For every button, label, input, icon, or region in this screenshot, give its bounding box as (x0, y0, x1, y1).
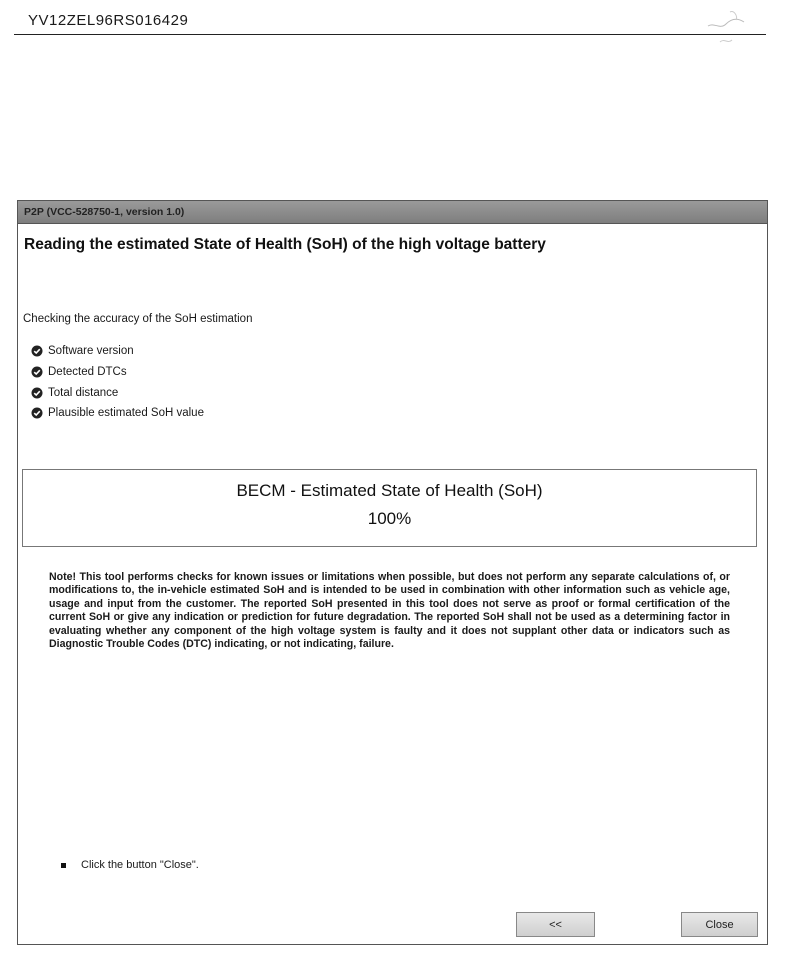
soh-value: 100% (367, 509, 412, 528)
check-label: Plausible estimated SoH value (48, 407, 204, 420)
disclaimer-note: Note! This tool performs checks for known issues or limitations when possible, but does not perform any separate calculations of, or modifications to, the in-vehicle estimated SoH and is intended to be used in combination with other information such as vehicle age, usage and input from the customer. The reported SoH presented in this tool does not serve as proof or formal certification of the current SoH or give any indication or prediction for future degradation. The reported SoH shall not be used as a determining factor in evaluating whether any component of the high voltage system is faulty and it does not supplant other data or indicators such as Diagnostic Trouble Codes (DTC) indicating, or not indicating, failure. (49, 571, 730, 651)
list-item (31, 341, 204, 362)
check-circle-icon (31, 366, 43, 378)
check-circle-icon (31, 407, 43, 419)
p2p-dialog (17, 200, 768, 945)
handwritten-mark-icon (700, 4, 760, 50)
list-item (31, 403, 204, 424)
bullet-icon (61, 863, 66, 868)
list-item (31, 362, 204, 383)
soh-title: BECM - Estimated State of Health (SoH) (236, 481, 543, 500)
soh-result-panel (22, 469, 757, 547)
check-section-title: Checking the accuracy of the SoH estimation (23, 313, 253, 325)
check-label: Total distance (48, 386, 119, 399)
window-titlebar: P2P (VCC-528750-1, version 1.0) (18, 201, 767, 224)
back-button[interactable]: << (516, 912, 595, 937)
check-label: Software version (48, 345, 134, 358)
header-divider (14, 34, 766, 35)
instruction-text: Click the button "Close". (81, 859, 199, 871)
instruction (61, 859, 199, 871)
vin-number: YV12ZEL96RS016429 (28, 12, 189, 29)
page-title: Reading the estimated State of Health (SoH) of the high voltage battery (24, 236, 546, 253)
check-list (31, 341, 204, 424)
check-circle-icon (31, 345, 43, 357)
check-circle-icon (31, 387, 43, 399)
check-label: Detected DTCs (48, 366, 127, 379)
close-button[interactable]: Close (681, 912, 758, 937)
list-item (31, 382, 204, 403)
